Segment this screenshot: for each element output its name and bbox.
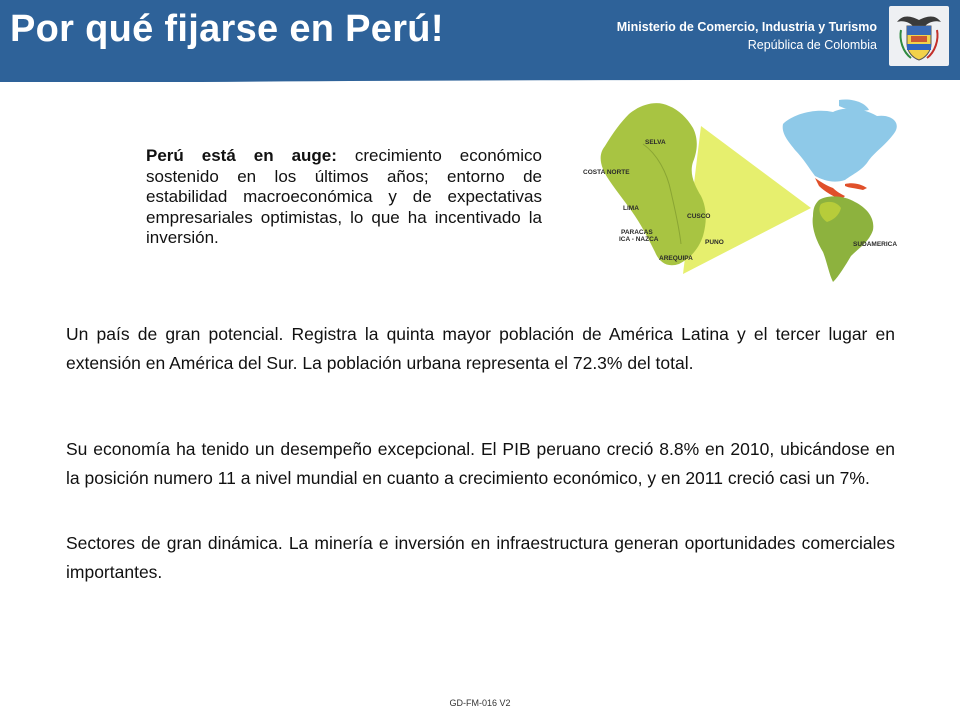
- label-cusco: CUSCO: [687, 213, 711, 220]
- header-banner: [0, 0, 960, 82]
- page-title: Por qué fijarse en Perú!: [10, 8, 444, 50]
- label-ica-nazca: ICA - NAZCA: [619, 236, 659, 243]
- country-name: República de Colombia: [747, 38, 877, 52]
- intro-paragraph: [146, 146, 542, 249]
- label-arequipa: AREQUIPA: [659, 255, 693, 262]
- label-lima: LIMA: [623, 205, 639, 212]
- paragraph-potential: [66, 320, 895, 378]
- peru-map: [583, 96, 913, 286]
- north-america-shape: [783, 109, 897, 182]
- paragraph-sectors-text: La minería e inversión en infraestructura generan oportunidades comerciales importantes.: [66, 533, 895, 582]
- label-sudamerica: SUDAMERICA: [853, 241, 898, 248]
- paragraph-potential-lead: Un país de gran potencial.: [66, 324, 284, 344]
- paragraph-sectors: [66, 529, 895, 587]
- paragraph-potential-text: Registra la quinta mayor población de América Latina y el tercer lugar en extensión en América del Sur. La población urbana representa el 72.3% del total.: [66, 324, 895, 373]
- footer-code: GD-FM-016 V2: [449, 698, 511, 708]
- coat-of-arms-icon: [889, 6, 949, 66]
- paragraph-economy-lead: Su economía ha tenido un desempeño excepcional.: [66, 439, 476, 459]
- ministry-name: Ministerio de Comercio, Industria y Turismo: [616, 20, 877, 34]
- ministry-block: [617, 18, 877, 54]
- paragraph-sectors-lead: Sectores de gran dinámica.: [66, 533, 283, 553]
- intro-lead: Perú está en auge:: [146, 146, 337, 165]
- label-paracas: PARACAS: [621, 229, 653, 236]
- label-selva: SELVA: [645, 139, 666, 146]
- map-graphic: [583, 96, 913, 286]
- label-costa-norte: COSTA NORTE: [583, 169, 630, 176]
- intro-text: crecimiento económico sostenido en los últimos años; entorno de estabilidad macroeconómica y de expectativas empresariales optimistas, lo que ha incentivado la inversión.: [146, 146, 542, 247]
- paragraph-economy: [66, 435, 895, 493]
- paragraph-economy-text: El PIB peruano creció 8.8% en 2010, ubicándose en la posición numero 11 a nivel mundial en cuanto a crecimiento económico, y en 2011 creció casi un 7%.: [66, 439, 895, 488]
- label-puno: PUNO: [705, 239, 724, 246]
